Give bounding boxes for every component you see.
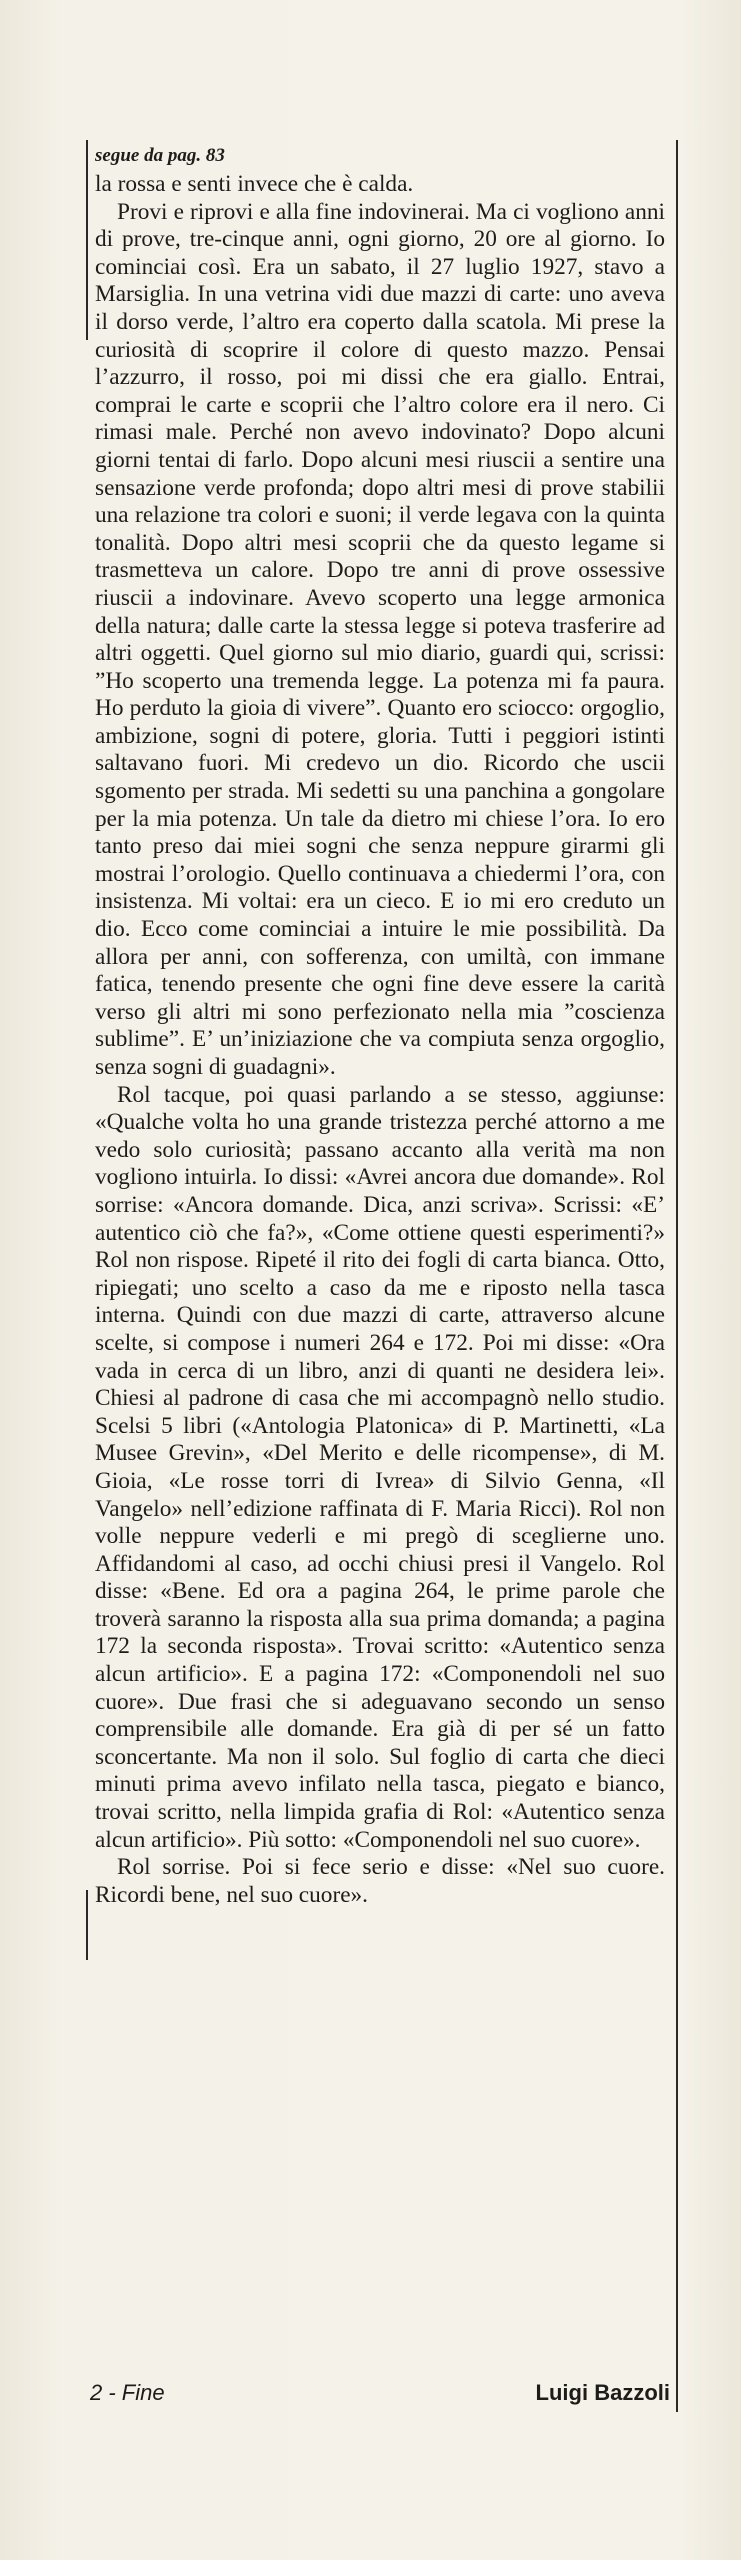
author-name: Luigi Bazzoli (535, 2380, 670, 2405)
column-rule-right (676, 140, 678, 2412)
article-column (95, 143, 665, 1909)
article-footer (90, 2380, 670, 2410)
article-paragraph-2: Provi e riprovi e alla fine indovinerai. Ma ci vogliono anni di prove, tre-cinque anni, ogni giorno, 20 ore al giorno. Io cominciai così. Era un sabato, il 27 luglio 1927, stavo a Marsiglia. In una vetrina vidi due mazzi di carte: uno aveva il dorso verde, l’altro era coperto dalla scatola. Mi prese la curiosità di scoprire il colore di questo mazzo. Pensai l’azzurro, il rosso, poi mi dissi che era giallo. Entrai, comprai le carte e scoprii che l’altro colore era il nero. Ci rimasi male. Perché non avevo indovinato? Dopo alcuni giorni tentai di farlo. Dopo alcuni mesi riuscii a sentire una sensazione verde profonda; dopo altri mesi di prove stabilii una relazione tra colori e suoni; il verde legava con la quinta tonalità. Dopo altri mesi scoprii che da questo legame si trasmetteva un calore. Dopo tre anni di prove ossessive riuscii a indovinare. Avevo scoperto una legge armonica della natura; dalle carte la stessa legge si poteva trasferire ad altri oggetti. Quel giorno sul mio diario, guardi qui, scrissi: ”Ho scoperto una tremenda legge. La potenza mi fa paura. Ho perduto la gioia di vivere”. Quanto ero sciocco: orgoglio, ambizione, sogni di potere, gloria. Tutti i peggiori istinti saltavano fuori. Mi credevo un dio. Ricordo che uscii sgomento per strada. Mi sedetti su una panchina a gongolare per la mia potenza. Un tale da dietro mi chiese l’ora. Io ero tanto preso dai miei sogni che senza neppure girarmi gli mostrai l’orologio. Quello continuava a chiedermi l’ora, con insistenza. Mi voltai: era un cieco. E io mi ero creduto un dio. Ecco come cominciai a intuire le mie possibilità. Da allora per anni, con sofferenza, con umiltà, con immane fatica, tenendo presente che ogni fine deve essere la carità verso gli altri mi sono perfezionato nella mia ”coscienza sublime”. E’ un’iniziazione che va compiuta senza orgoglio, senza sogni di guadagni». (95, 198, 665, 1080)
article-paragraph-4: Rol sorrise. Poi si fece serio e disse: «Nel suo cuore. Ricordi bene, nel suo cuore». (95, 1854, 665, 1908)
article-paragraph-3: Rol tacque, poi quasi parlando a se stesso, aggiunse: «Qualche volta ho una grande tristezza perché attorno a me vedo solo curiosità; passano accanto alla verità ma non vogliono intuirla. Io dissi: «Avrei ancora due domande». Rol sorrise: «Ancora domande. Dica, anzi scriva». Scrissi: «E’ autentico ciò che fa?», «Come ottiene questi esperimenti?» Rol non rispose. Ripeté il rito dei fogli di carta bianca. Otto, ripiegati; uno scelto a caso da me e riposto nella tasca interna. Quindi con due mazzi di carte, attraverso alcune scelte, si compose i numeri 264 e 172. Poi mi disse: «Ora vada in cerca di un libro, anzi di quanti ne desidera lei». Chiesi al padrone di casa che mi accompagnò nello studio. Scelsi 5 libri («Antologia Platonica» di P. Martinetti, «La Musee Grevin», «Del Merito e delle ricompense», di M. Gioia, «Le rosse torri di Ivrea» di Silvio Genna, «Il Vangelo» nell’edizione raffinata di F. Maria Ricci). Rol non volle neppure vederli e mi pregò di sceglierne uno. Affidandomi al caso, ad occhi chiusi presi il Vangelo. Rol disse: «Bene. Ed ora a pagina 264, le prime parole che troverà saranno la risposta alla sua prima domanda; a pagina 172 la seconda risposta». Trovai scritto: «Autentico senza alcun artificio». E a pagina 172: «Componendoli nel suo cuore». Due frasi che si adeguavano secondo un senso comprensibile alle domande. Era già di per sé un fatto sconcertante. Ma non il solo. Sul foglio di carta che dieci minuti prima avevo infilato nella tasca, piegato e bianco, trovai scritto, nella limpida grafia di Rol: «Autentico senza alcun artificio». Più sotto: «Componendoli nel suo cuore». (95, 1081, 665, 1853)
column-rule-left-top (86, 140, 88, 340)
article-paragraph-1: la rossa e senti invece che è calda. (95, 171, 414, 197)
column-rule-left-lower (86, 1890, 88, 1960)
continued-from-label: segue da pag. 83 (95, 145, 225, 166)
part-end-label: 2 - Fine (90, 2380, 165, 2405)
